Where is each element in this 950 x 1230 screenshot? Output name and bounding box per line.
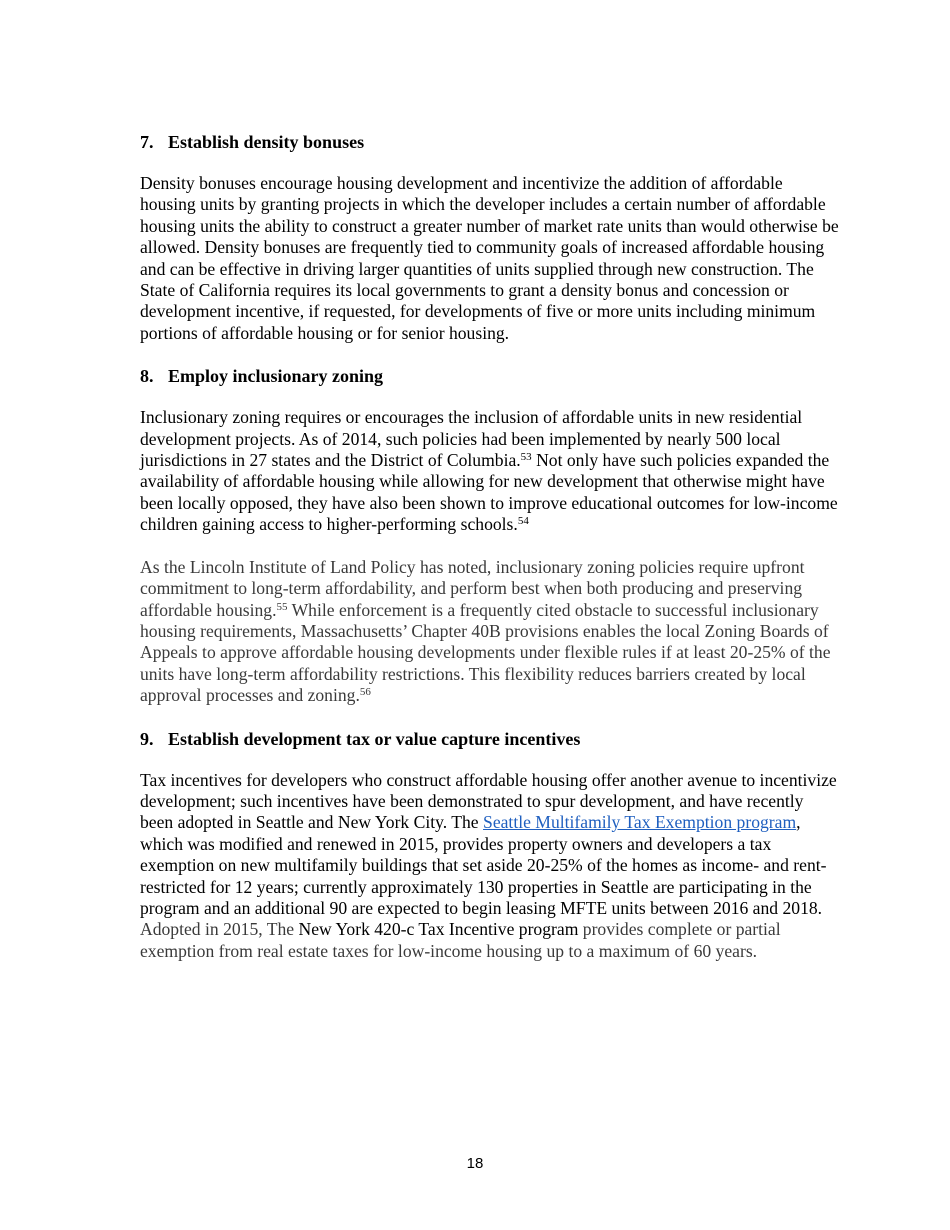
- section-title: Establish density bonuses: [168, 132, 365, 152]
- footnote-ref-55[interactable]: 55: [276, 600, 288, 613]
- paragraph-text: Adopted in 2015, The: [140, 919, 299, 940]
- section-number: 7.: [140, 132, 154, 152]
- paragraph-text: Inclusionary zoning requires or encourages the inclusion of affordable units in new residential development projects. As of 2014, such policies had been implemented by nearly 500 local jurisdictions in 27 states and the District of Columbia.: [140, 407, 803, 471]
- section-heading-9: [140, 728, 840, 750]
- paragraph-text: , which was modified and renewed in 2015, provides property owners and developers a tax exemption on new multifamily buildings that set aside 20-25% of the homes as income- and rent-restricted for 12 years; currently approximately 130 properties in Seattle are participating in the program and an additional 90 are expected to begin leasing MFTE units between 2016 and 2018.: [140, 812, 827, 918]
- paragraph-text: Not only have such policies expanded the availability of affordable housing while allowing for new development that otherwise might have been locally opposed, they have also been shown to improve educational outcomes for low-income children gaining access to higher-performing schools.: [140, 450, 838, 535]
- paragraph-text: provides complete or partial exemption from real estate taxes for low-income housing up to a maximum of 60 years.: [140, 919, 781, 961]
- footnote-ref-56[interactable]: 56: [359, 686, 371, 699]
- inclusionary-zoning-paragraph-2: [140, 557, 840, 707]
- section-title: Establish development tax or value capture incentives: [168, 728, 581, 749]
- tax-incentives-paragraph: [140, 770, 840, 963]
- paragraph-text: While enforcement is a frequently cited obstacle to successful inclusionary housing requirements, Massachusetts’ Chapter 40B provisions enables the local Zoning Boards of Appeals to approve affordable housing developments under flexible rules if at least 20-25% of the units have long-term affordability restrictions. This flexibility reduces barriers created by local approval processes and zoning.: [140, 599, 831, 706]
- density-bonuses-paragraph: Density bonuses encourage housing development and incentivize the addition of affordable housing units by granting projects in which the developer includes a certain number of affordable housing units the ability to construct a greater number of market rate units than would otherwise be allowed. Density bonuses are frequently tied to community goals of increased affordable housing and can be effective in driving larger quantities of units supplied through new construction. The State of California requires its local governments to grant a density bonus and concession or development incentive, if requested, for developments of five or more units including minimum portions of affordable housing or for senior housing.: [140, 173, 839, 343]
- section-number: 8.: [140, 366, 154, 387]
- section-heading-8: [140, 365, 840, 387]
- paragraph-text: Tax incentives for developers who construct affordable housing offer another avenue to incentivize development; such incentives have been demonstrated to spur development, and have recently been adopted in Seattle and New York City. The: [140, 769, 837, 833]
- footnote-ref-53[interactable]: 53: [520, 451, 532, 464]
- paragraph-text: New York 420-c Tax Incentive program: [298, 919, 579, 940]
- section-title: Employ inclusionary zoning: [168, 366, 384, 387]
- inclusionary-zoning-paragraph-1: [140, 407, 840, 535]
- section-heading-7: [140, 131, 840, 153]
- footnote-ref-54[interactable]: 54: [517, 515, 529, 528]
- document-page: [140, 131, 840, 983]
- page-number: 18: [466, 1155, 484, 1172]
- paragraph-text: As the Lincoln Institute of Land Policy has noted, inclusionary zoning policies require upfront commitment to long-term affordability, and perform best when both producing and preserving affordable housing.: [140, 556, 805, 620]
- section-number: 9.: [140, 728, 154, 749]
- seattle-mfte-link[interactable]: Seattle Multifamily Tax Exemption program: [483, 812, 797, 833]
